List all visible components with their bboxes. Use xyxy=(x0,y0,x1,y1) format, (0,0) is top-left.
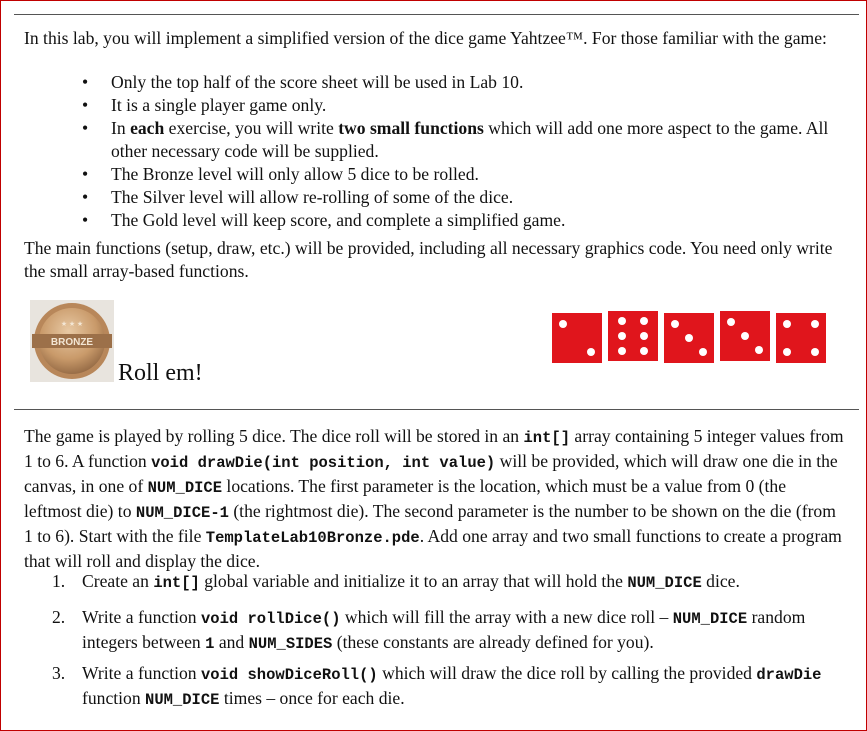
die-face-6 xyxy=(608,311,658,361)
die-pip xyxy=(587,348,595,356)
svg-text:★ ★ ★: ★ ★ ★ xyxy=(60,320,84,328)
die-face-3 xyxy=(664,313,714,363)
die-face-4 xyxy=(776,313,826,363)
feature-list xyxy=(82,71,842,232)
die-pip xyxy=(640,317,648,325)
die-pip xyxy=(685,334,693,342)
die-pip xyxy=(783,320,791,328)
die-pip xyxy=(811,320,819,328)
intro-paragraph: In this lab, you will implement a simplified version of the dice game Yahtzee™. For those familiar with the game: xyxy=(24,28,827,48)
list-item: • The Gold level will keep score, and complete a simplified game. xyxy=(82,210,566,230)
die-pip xyxy=(741,332,749,340)
step-item: 1. Create an int[] global variable and initialize it to an array that will hold the NUM_DICE dice. xyxy=(52,571,740,592)
step-item: 3. Write a function void showDiceRoll() which will draw the dice roll by calling the provided drawDie function NUM_DICE times – once for each die. xyxy=(52,663,822,709)
die-pip xyxy=(727,318,735,326)
step-item: 2. Write a function void rollDice() which will fill the array with a new dice roll – NUM_DICE random integers between 1 and NUM_SIDES (these constants are already defined for you). xyxy=(52,607,806,653)
list-item: • It is a single player game only. xyxy=(82,95,327,115)
list-item: • The Silver level will allow re-rolling of some of the dice. xyxy=(82,187,514,207)
die-pip xyxy=(618,347,626,355)
top-rule xyxy=(14,14,859,15)
die-pip xyxy=(755,346,763,354)
die-pip xyxy=(699,348,707,356)
die-pip xyxy=(640,347,648,355)
body-paragraph: The game is played by rolling 5 dice. The dice roll will be stored in an int[] array containing 5 integer values from 1 to 6. A function void drawDie(int position, int value) will be provided, which will draw one die in the canvas, in one of NUM_DICE locations. The first parameter is the location, which must be a value from 0 (the leftmost die) to NUM_DICE-1 (the rightmost die). The second parameter is the number to be shown on the die (from 1 to 6). Start with the file TemplateLab10Bronze.pde. Add one array and two small functions to create a program that will roll and display the dice. xyxy=(24,426,844,571)
die-pip xyxy=(559,320,567,328)
intro-closing: The main functions (setup, draw, etc.) will be provided, including all necessary graphics code. You need only write the small array-based functions. xyxy=(24,238,833,281)
die-pip xyxy=(671,320,679,328)
die-pip xyxy=(783,348,791,356)
list-item: • In each exercise, you will write two small functions which will add one more aspect to the game. All other necessary code will be supplied. xyxy=(82,118,829,161)
die-pip xyxy=(640,332,648,340)
die-face-2 xyxy=(552,313,602,363)
bronze-medal-icon xyxy=(30,300,114,382)
die-pip xyxy=(618,332,626,340)
list-item: • The Bronze level will only allow 5 dice to be rolled. xyxy=(82,164,479,184)
die-face-3 xyxy=(720,311,770,361)
list-item: • Only the top half of the score sheet will be used in Lab 10. xyxy=(82,72,524,92)
medal-label: BRONZE xyxy=(50,337,94,348)
section-title: Roll em! xyxy=(118,360,203,386)
section-rule xyxy=(14,409,859,410)
die-pip xyxy=(811,348,819,356)
die-pip xyxy=(618,317,626,325)
